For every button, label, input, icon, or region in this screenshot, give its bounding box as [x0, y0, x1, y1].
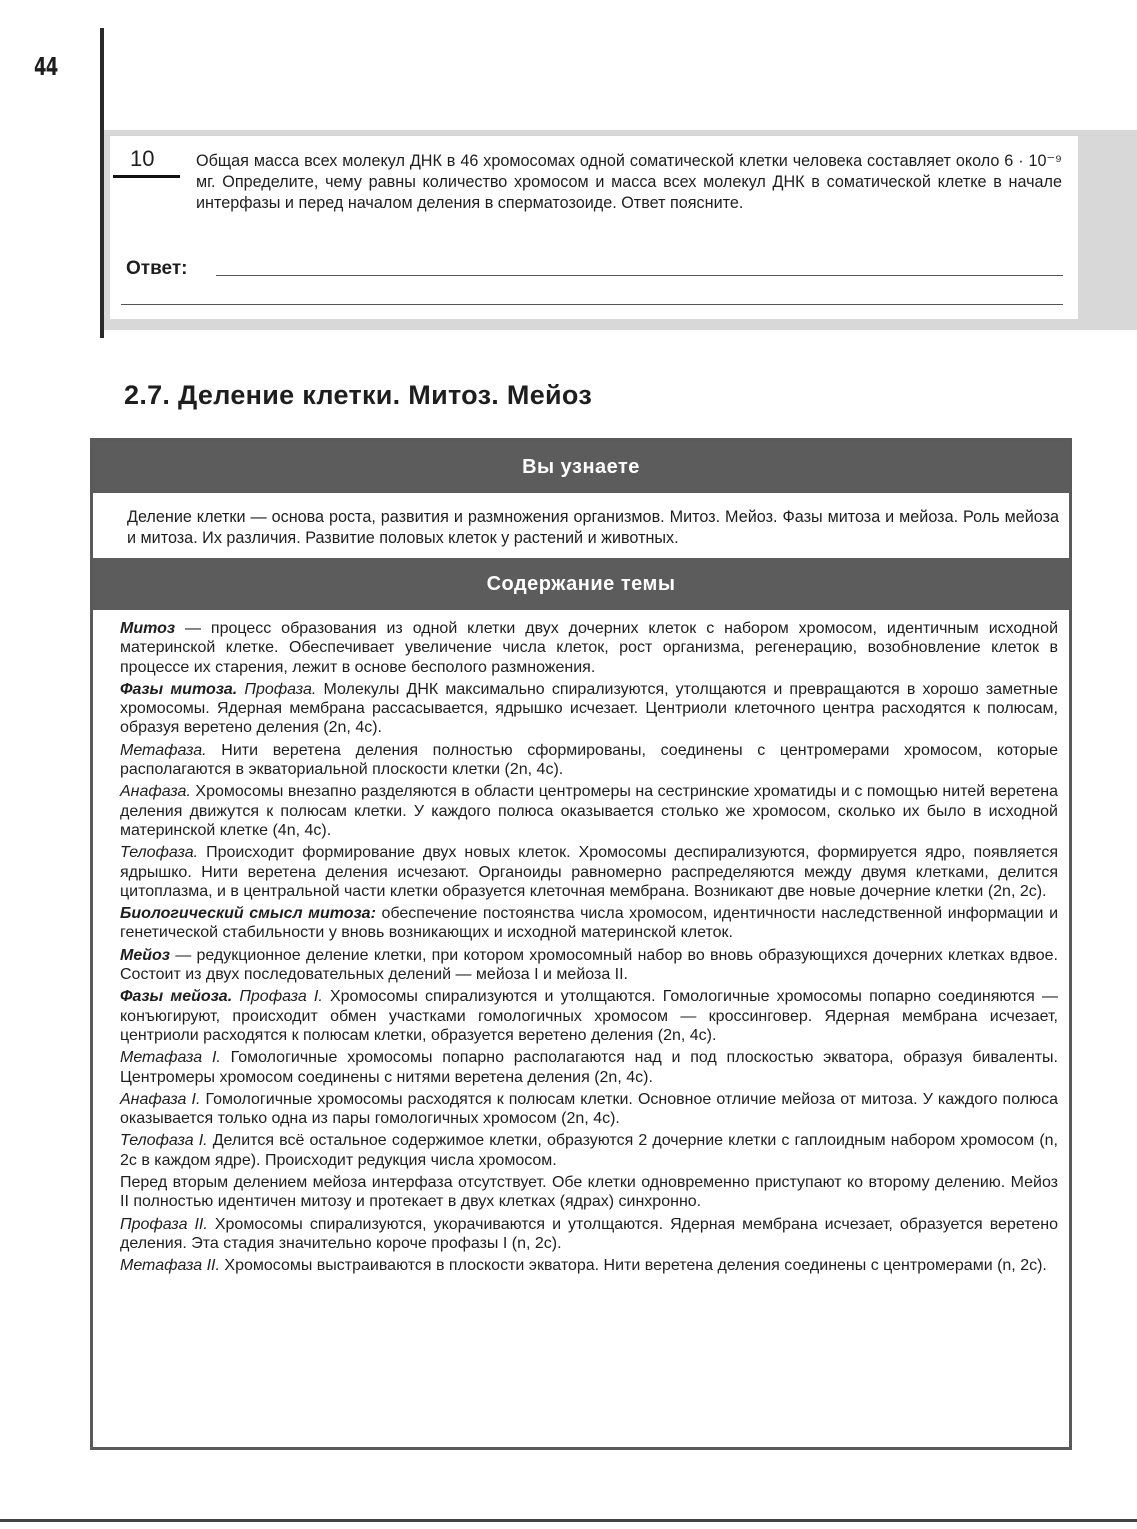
content-paragraph	[120, 741, 1058, 780]
phase-name: Профаза.	[244, 680, 317, 698]
term: Телофаза I.	[120, 1132, 208, 1150]
topic-content	[120, 619, 1058, 1279]
term: Анафаза I.	[120, 1090, 201, 1108]
paragraph-text: Хромосомы внезапно разделяются в области центромеры на сестринские хроматиды и с помощью нитей веретена деления движутся к полюсам клетки. У каждого полюса оказывается столько же хромосом, сколько их было в исходной материнской клетке (4n, 4c).	[120, 783, 1058, 839]
paragraph-text: Перед вторым делением мейоза интерфаза отсутствует. Обе клетки одновременно приступают ко второму делению. Мейоз II полностью идентичен митозу и протекает в двух клетках (ядрах) синхронно.	[120, 1174, 1058, 1211]
content-paragraph	[120, 1048, 1058, 1087]
paragraph-text: Хромосомы выстраиваются в плоскости экватора. Нити веретена деления соединены с центромерами (n, 2c).	[219, 1257, 1047, 1275]
paragraph-text: Хромосомы спирализуются и утолщаются. Гомологичные хромосомы попарно соединяются — конъюгируют, происходит обмен участками гомологичных хромосом — кроссинговер. Ядерная мембрана исчезает, центриоли расходятся к полюсам клетки, образуется веретено деления (2n, 4c).	[120, 988, 1058, 1044]
term: Биологический смысл митоза:	[120, 905, 376, 923]
content-paragraph	[120, 1215, 1058, 1254]
content-paragraph	[120, 619, 1058, 677]
answer-label: Ответ:	[126, 258, 188, 279]
content-paragraph	[120, 782, 1058, 840]
paragraph-text: Происходит формирование двух новых клеток. Хромосомы деспирализуются, формируется ядро, появляется ядрышко. Нити веретена деления исчезают. Органоиды равномерно распределяются между двумя клетками, делится цитоплазма, и в центральной части клетки образуется клеточная мембрана. Возникают две новые дочерние клетки (2n, 2c).	[120, 844, 1058, 900]
paragraph-text: Хромосомы спирализуются, укорачиваются и утолщаются. Ядерная мембрана исчезает, образуется веретено деления. Эта стадия значительно короче профазы I (n, 2c).	[120, 1215, 1058, 1252]
task-text: Общая масса всех молекул ДНК в 46 хромосомах одной соматической клетки человека составляет около 6 · 10⁻⁹ мг. Определите, чему равны количество хромосом и масса всех молекул ДНК в соматической клетке в начале интерфазы и перед началом деления в сперматозоиде. Ответ поясните.	[196, 152, 1062, 212]
term: Фазы мейоза.	[120, 988, 233, 1006]
bottom-rule	[0, 1519, 1137, 1522]
term: Метафаза II.	[120, 1257, 220, 1275]
term: Митоз	[120, 620, 176, 637]
paragraph-text: — редукционное деление клетки, при котором хромосомный набор во вновь образующихся дочерних клетках вдвое. Состоит из двух последовательных делений — мейоза I и мейоза II.	[120, 946, 1058, 984]
content-paragraph	[120, 1090, 1058, 1129]
section-title: 2.7. Деление клетки. Митоз. Мейоз	[124, 380, 593, 410]
content-header: Содержание темы	[93, 558, 1069, 610]
term: Мейоз	[120, 946, 170, 964]
term: Профаза II.	[120, 1215, 208, 1233]
phase-name: Профаза I.	[239, 988, 323, 1006]
content-paragraph	[120, 843, 1058, 901]
term: Метафаза I.	[120, 1049, 221, 1067]
content-paragraph	[120, 987, 1058, 1045]
content-paragraph	[120, 680, 1058, 738]
task-number: 10	[130, 146, 155, 171]
paragraph-text: Гомологичные хромосомы попарно располагаются над и под плоскостью экватора, образуя биваленты. Центромеры хромосом соединены с нитями веретена деления (2n, 4c).	[120, 1049, 1059, 1086]
term: Метафаза.	[120, 741, 207, 759]
term: Анафаза.	[120, 783, 191, 801]
answer-line	[121, 304, 1063, 305]
paragraph-text: Молекулы ДНК максимально спирализуются, утолщаются и превращаются в хорошо заметные хромосомы. Ядерная мембрана рассасывается, ядрышко исчезает. Центриоли клеточного центра расходятся к полюсам, образуя веретено деления (2n, 4c).	[120, 680, 1059, 737]
learn-text: Деление клетки — основа роста, развития и размножения организмов. Митоз. Мейоз. Фазы митоза и мейоза. Роль мейоза и митоза. Их различия. Развитие половых клеток у растений и животных.	[127, 508, 1059, 547]
content-paragraph	[120, 946, 1058, 985]
paragraph-text: Нити веретена деления полностью сформированы, соединены с центромерами хромосом, которые располагаются в экваториальной плоскости клетки (2n, 4c).	[120, 741, 1058, 779]
paragraph-text: Делится всё остальное содержимое клетки, образуются 2 дочерние клетки с гаплоидным набором хромосом (n, 2c в каждом ядре). Происходит редукция числа хромосом.	[120, 1132, 1058, 1169]
page-number: 44	[34, 52, 58, 81]
content-paragraph	[120, 1173, 1058, 1212]
paragraph-text: обеспечение постоянства числа хромосом, идентичности наследственной информации и генетической стабильности у вновь возникающих и исходной материнской клеток.	[120, 905, 1059, 942]
task-number-underline	[113, 175, 180, 178]
term: Фазы митоза.	[120, 680, 238, 698]
content-paragraph	[120, 904, 1058, 943]
content-paragraph	[120, 1131, 1058, 1170]
content-paragraph	[120, 1256, 1058, 1275]
paragraph-text: Гомологичные хромосомы расходятся к полюсам клетки. Основное отличие мейоза от митоза. У каждого полюса оказывается только одна из пары гомологичных хромосом (2n, 4c).	[120, 1090, 1058, 1128]
paragraph-text: — процесс образования из одной клетки двух дочерних клеток с набором хромосом, идентичным исходной материнской клетке. Обеспечивает увеличение числа клеток, рост организма, регенерацию, возобновление клеток в процессе их старения, лежит в основе бесполого размножения.	[120, 620, 1058, 676]
learn-header: Вы узнаете	[93, 441, 1069, 493]
answer-line	[216, 275, 1063, 276]
term: Телофаза.	[120, 844, 199, 862]
